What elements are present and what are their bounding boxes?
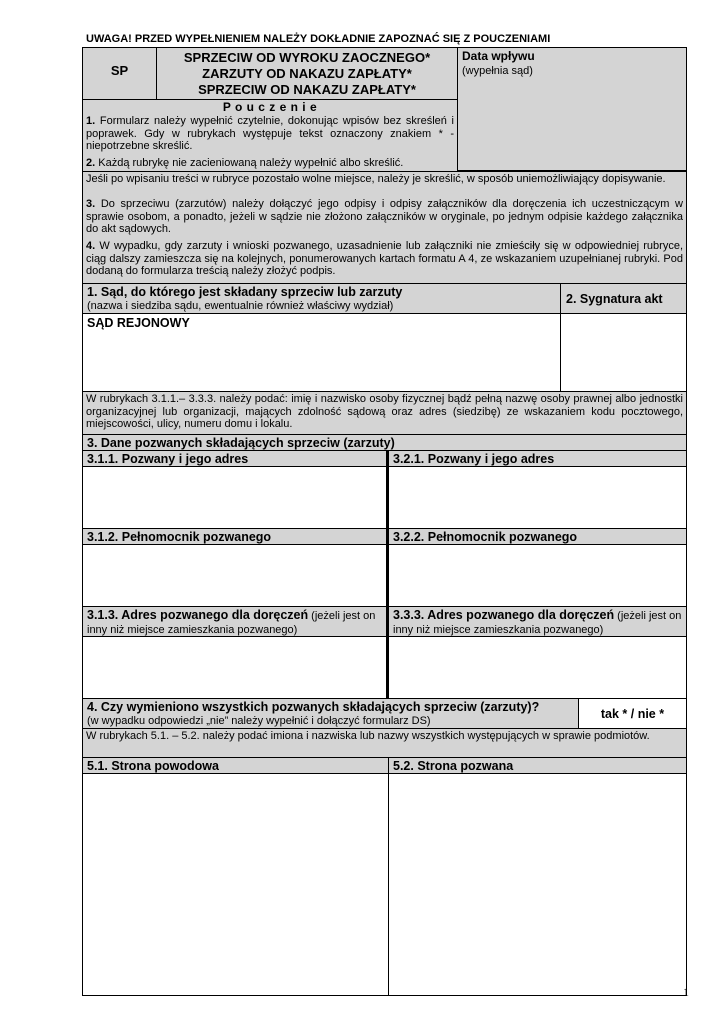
row-52-label: 5.2. Strona pozwana: [393, 759, 514, 773]
instructions-heading: P o u c z e n i e: [222, 100, 318, 114]
case-number-label-box: [560, 283, 687, 314]
court-value: SĄD REJONOWY: [87, 316, 190, 330]
column-divider: [386, 450, 389, 699]
section-4-question: 4. Czy wymieniono wszystkich pozwanych składających sprzeciw (zarzuty)?: [87, 700, 540, 714]
defendant-2-address-field[interactable]: [388, 466, 687, 529]
row-333-label: 3.3.3. Adres pozwanego dla doręczeń (jeżeli jest on inny niż miejsce zamieszkania pozwanego): [393, 608, 682, 636]
title-line-2: ZARZUTY OD NAKAZU ZAPŁATY*: [202, 66, 412, 81]
row-322-label: 3.2.2. Pełnomocnik pozwanego: [393, 530, 578, 544]
service-address-2-field[interactable]: [388, 636, 687, 699]
row-312-label: 3.1.2. Pełnomocnik pozwanego: [87, 530, 272, 544]
section-4-sublabel: (w wypadku odpowiedzi „nie” należy wypełnić i dołączyć formularz DS): [87, 715, 431, 727]
row-313-label: 3.1.3. Adres pozwanego dla doręczeń (jeżeli jest on inny niż miejsce zamieszkania pozwanego): [87, 608, 376, 636]
row-51-label: 5.1. Strona powodowa: [87, 759, 219, 773]
instruction-1: 1. Formularz należy wypełnić czytelnie, dokonując wpisów bez skreśleń i poprawek. Gdy w rubrykach występuje tekst oznaczony znakiem * - niepotrzebne skreślić.: [86, 115, 454, 152]
court-label-box: [82, 283, 561, 314]
note-section-5-text: W rubrykach 5.1. – 5.2. należy podać imiona i nazwiska lub nazwy wszystkich występujących w sprawie podmiotów.: [86, 730, 650, 742]
form-code: SP: [110, 63, 129, 78]
instruction-3: 3. Do sprzeciwu (zarzutów) należy dołączyć jego odpisy i odpisy załączników dla doręczenia ich uczestniczącym w sprawie osobom, a ponadto, jeżeli w sądzie nie złożono załączników w oryginale, po jednym odpisie każdego załącznika do akt sądowych.: [86, 198, 683, 235]
title-box: [156, 47, 458, 100]
row-312-label-box: [82, 528, 389, 545]
row-333-label-box: [388, 606, 687, 637]
court-field[interactable]: [82, 313, 561, 392]
title-line-1: SPRZECIW OD WYROKU ZAOCZNEGO*: [183, 50, 431, 65]
row-52-label-box: [388, 757, 687, 774]
court-label: 1. Sąd, do którego jest składany sprzeciw lub zarzuty: [87, 285, 403, 299]
instructions-top: [82, 99, 458, 172]
date-received-label: Data wpływu: [462, 49, 535, 63]
form-code-box: [82, 47, 157, 100]
row-311-label-box: [82, 450, 389, 467]
row-51-label-box: [82, 757, 389, 774]
row-321-label: 3.2.1. Pozwany i jego adres: [393, 452, 555, 466]
row-311-label: 3.1.1. Pozwany i jego adres: [87, 452, 249, 466]
date-received-box: [457, 47, 687, 171]
attorney-2-field[interactable]: [388, 544, 687, 607]
section-4-question-box: [82, 698, 579, 729]
instruction-2b: Jeśli po wpisaniu treści w rubryce pozostało wolne miejsce, należy je skreślić, w sposób uniemożliwiający dopisywanie.: [86, 173, 666, 185]
date-received-note: (wypełnia sąd): [462, 65, 533, 77]
section-3-title: 3. Dane pozwanych składających sprzeciw (zarzuty): [87, 436, 395, 450]
warning-header: UWAGA! PRZED WYPEŁNIENIEM NALEŻY DOKŁADNIE ZAPOZNAĆ SIĘ Z POUCZENIAMI: [86, 33, 551, 45]
row-313-label-box: [82, 606, 389, 637]
note-section-3: [82, 391, 687, 435]
section-4-answer-field[interactable]: [578, 698, 687, 729]
instruction-2: 2. Każdą rubrykę nie zacieniowaną należy wypełnić albo skreślić.: [86, 157, 404, 169]
row-322-label-box: [388, 528, 687, 545]
instructions-bottom: [82, 171, 687, 284]
note-section-3-text: W rubrykach 3.1.1.– 3.3.3. należy podać: imię i nazwisko osoby fizycznej bądź pełną nazwę osoby prawnej albo jednostki organizacyjnej lub organizacji, mających zdolność sądową oraz adres (siedzibę) ze wskazaniem kodu pocztowego, miejscowości, ulicy, numeru domu i lokalu.: [86, 393, 683, 430]
case-number-label: 2. Sygnatura akt: [566, 292, 663, 306]
defendant-1-address-field[interactable]: [82, 466, 389, 529]
service-address-1-field[interactable]: [82, 636, 389, 699]
defendant-field[interactable]: [388, 773, 687, 996]
row-321-label-box: [388, 450, 687, 467]
court-sublabel: (nazwa i siedziba sądu, ewentualnie również właściwy wydział): [87, 300, 394, 312]
note-section-5: [82, 728, 687, 758]
title-line-3: SPRZECIW OD NAKAZU ZAPŁATY*: [198, 82, 416, 97]
case-number-field[interactable]: [560, 313, 687, 392]
page-number: 1: [683, 985, 689, 999]
section-3-title-box: [82, 434, 687, 451]
instruction-4: 4. W wypadku, gdy zarzuty i wnioski pozwanego, uzasadnienie lub załączniki nie zmieściły się w odpowiedniej rubryce, ciąg dalszy zamieszcza się na kolejnych, ponumerowanych kartach formatu A 4, ze wskazaniem uzupełnianej rubryki. Pod dodaną do formularza treścią należy złożyć podpis.: [86, 240, 683, 277]
plaintiff-field[interactable]: [82, 773, 389, 996]
section-4-answer: tak * / nie *: [600, 707, 665, 721]
attorney-1-field[interactable]: [82, 544, 389, 607]
